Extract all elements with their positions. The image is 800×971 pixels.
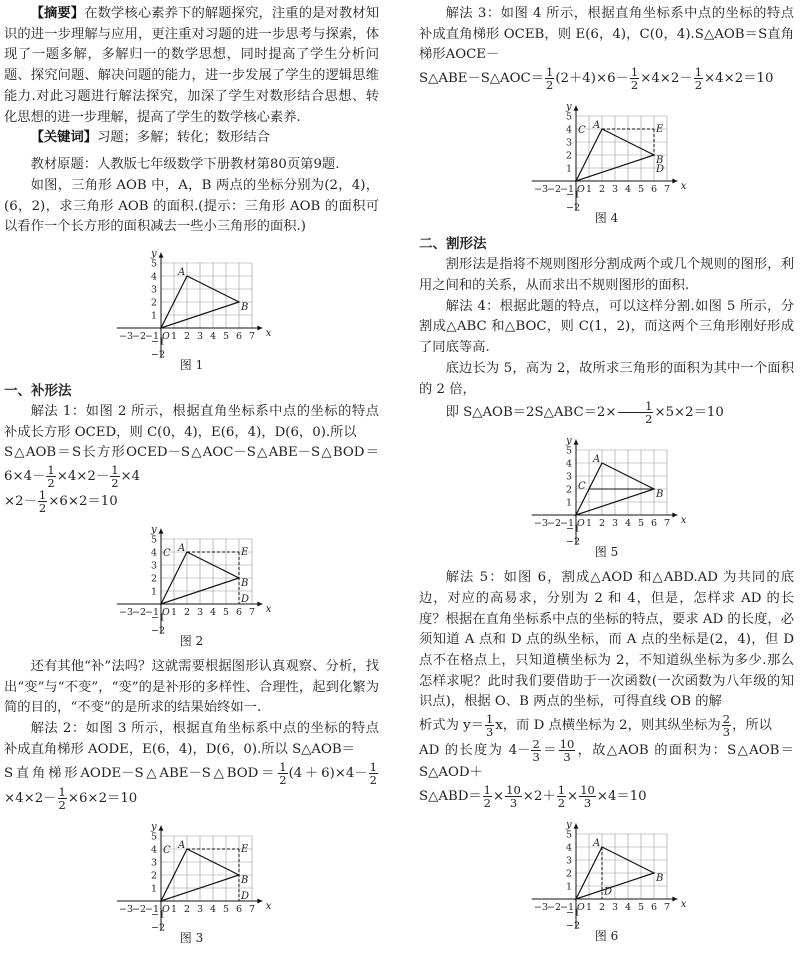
y-tick-label: −1 [150,336,165,348]
x-tick-label: 7 [663,902,670,914]
x-tick-label: −1 [144,607,159,619]
x-tick-label: −2 [546,518,561,530]
formula-part: x，而 D 点横坐标为 2，则其纵坐标为 [495,718,721,734]
x-tick-label: −1 [144,903,159,915]
point-a-label: A [177,267,185,279]
x-tick-label: 3 [196,607,203,619]
x-tick-label: −3 [533,902,548,914]
y-tick-label: 4 [150,844,157,856]
formula-part: S△ABE－S△AOC＝ [419,71,545,87]
formula-part: ×2－ [4,494,37,510]
y-tick-label: 1 [565,497,572,509]
figure-2-caption: 图 2 [179,634,204,649]
fraction-two-thirds: $\frac{2}{3}$ [532,737,540,765]
solution-5-line-d [419,784,794,809]
x-tick-label: 5 [222,903,229,915]
origin-label: O [576,518,585,530]
x-tick-label: 6 [235,607,242,619]
y-tick-label: 1 [150,310,157,322]
y-tick-label: 1 [150,883,157,895]
problem-statement: 如图，三角形 AOB 中，A，B 两点的坐标分别为(2，4)，(6，2)，求三角形 AOB 的面积.(提示：三角形 AOB 的面积可以看作一个长方形的面积减去一些小三角形的面积.) [4,177,379,235]
point-e-label: E [655,124,663,136]
x-tick-label: 6 [235,331,242,343]
x-tick-label: −3 [533,184,548,196]
x-tick-label: 5 [637,184,644,196]
y-tick-label: 1 [565,163,572,175]
y-tick-label: 1 [565,881,572,893]
x-axis-label: x [680,515,686,527]
point-c-label: C [577,481,586,493]
point-b-label: B [655,873,663,885]
origin-label: O [161,331,170,343]
solution-3-text: 解法 3：如图 4 所示，根据直角坐标系中点的坐标的特点补成直角梯形 OCEB，则 E(6，4)，C(0，4).S△AOB＝S直角梯形AOCE－ [419,6,794,63]
x-axis-label: x [680,181,686,193]
y-tick-label: 5 [150,831,157,843]
y-tick-label: 2 [150,573,157,585]
point-b-label: B [655,155,663,167]
formula-part: ×4＝10 [596,789,647,805]
point-c-label: C [162,548,171,560]
x-tick-label: −2 [131,331,146,343]
y-tick-label: 3 [565,137,572,149]
y-tick-label: 1 [150,586,157,598]
paragraph-division: 割形法是指将不规则图形分割成两个或几个规则的图形，利用之间和的关系，从而求出不规则图形的面积. [419,257,794,293]
x-axis-label: x [265,900,271,912]
problem-source: 教材原题：人教版七年级数学下册教材第80页第9题. [30,157,340,173]
formula-part: ，故△AOB 的面积为：S△AOB＝S△AOD＋ [419,743,794,781]
x-tick-label: 4 [624,184,631,196]
x-tick-label: 1 [170,331,177,343]
x-tick-label: 6 [650,902,657,914]
x-tick-label: 2 [183,607,190,619]
y-tick-label: 3 [150,857,157,869]
figure-3-caption: 图 3 [179,930,204,945]
point-b-label: B [240,874,248,886]
abstract [4,4,379,128]
x-tick-label: 5 [222,331,229,343]
fraction-half: $\frac{1}{2}$ [38,488,47,516]
fraction-half: $\frac{1}{2}$ [630,65,639,93]
x-tick-label: 4 [209,903,216,915]
point-e-label: E [240,547,248,559]
origin-label: O [161,903,170,915]
y-tick-label: −1 [565,523,580,535]
x-axis-arrow [257,602,262,607]
point-d-label: D [603,886,612,898]
x-tick-label: 7 [248,903,255,915]
point-b-label: B [240,578,248,590]
y-axis-arrow [158,253,163,258]
y-axis-label: y [150,248,157,260]
formula-part: ×6×2＝10 [67,790,138,806]
fraction-ten-thirds: $\frac{10}{3}$ [506,783,521,811]
origin-label: O [161,607,170,619]
x-tick-label: 7 [663,518,670,530]
x-tick-label: 3 [611,902,618,914]
point-c-label: C [162,844,171,856]
abstract-text: 在数学核心素养下的解题探究，注重的是对教材知识的进一步理解与应用，更注重对习题的进一步思考与探索，体现了一题多解，多解归一的数学思想，同时提高了学生分析问题、探究问题、解决问题的能力，进一步发展了学生的逻辑思维能力.对此习题进行解法探究，加深了学生对数形结合思想、转化思想的进一步理解，提高了学生的数学核心素养. [4,6,380,125]
formula-part: ×4×2－ [56,469,110,485]
solution-3-formula [419,66,794,91]
formula-part: (4＋6)×4－ [288,765,368,781]
point-b-label: B [240,302,248,314]
y-axis-label: y [150,524,157,536]
x-tick-label: 6 [650,518,657,530]
fraction-half: $\frac{1}{2}$ [546,65,554,93]
x-tick-label: 7 [663,184,670,196]
x-tick-label: 2 [598,518,605,530]
solution-5-text: 解法 5：如图 6，割成△AOD 和△ABD.AD 为共同的底边，对应的高易求，分别为 2 和 4，但是，怎样求 AD 的长度？根据在直角坐标系中点的坐标的特点，要求 AD 的长度，必须知道 A 点和 D 点的纵坐标，而 A 点的坐标是(2，4)，但 D 点不在格点上，只知道横坐标为 2，不知道纵坐标为多少.那么怎样求呢？此时我们要借助于一次函数(一次函数为八年级的知识点)，根据 O、B 两点的坐标，可得直线 OB 的解 [419,570,794,710]
x-axis-arrow [672,897,677,902]
x-tick-label: 2 [598,902,605,914]
formula-part: 析式为 y＝ [419,718,484,734]
y-axis-label: y [565,435,572,447]
y-tick-label: 2 [150,297,157,309]
y-tick-label: 3 [150,284,157,296]
formula-part: AD 的长度为 4－ [419,743,531,759]
x-tick-label: 4 [624,518,631,530]
paragraph-other-methods: 还有其他“补”法吗？这就需要根据图形认真观察、分析，找出“变”与“不变”，“变”的是补形的多样性、合理性，起到化繁为简的目的，“不变”的是所求的结果始终如一. [4,659,379,716]
y-tick-label: −1 [150,612,165,624]
x-tick-label: −3 [118,607,133,619]
x-tick-label: −1 [559,184,574,196]
solution-1-formula [4,443,379,514]
y-tick-label: −1 [150,909,165,921]
x-tick-label: 1 [585,518,592,530]
figure-4-caption: 图 4 [594,211,619,226]
point-a-label: A [592,120,600,132]
formula-part: 即 S△AOB＝2S△ABC＝2× [445,405,617,421]
keywords [4,128,379,149]
section-heading-division: 二、割形法 [419,236,487,253]
y-tick-label: −2 [565,920,580,932]
origin-label: O [576,184,585,196]
figure-6-caption: 图 6 [594,929,619,944]
fraction-ten-thirds: $\frac{10}{3}$ [580,783,595,811]
x-axis-arrow [257,326,262,331]
point-e-label: E [240,843,248,855]
y-tick-label: 5 [565,445,572,457]
figure-4 [522,97,692,214]
y-tick-label: −2 [150,349,165,361]
x-tick-label: 2 [183,331,190,343]
formula-part: ，所以 [732,718,772,734]
fraction-half: $\frac{1}{2}$ [369,759,377,787]
y-tick-label: 2 [150,870,157,882]
y-tick-label: 2 [565,150,572,162]
y-axis-arrow [158,529,163,534]
formula-part: ×4×2＝10 [704,71,774,87]
x-axis-label: x [265,328,271,340]
x-tick-label: 3 [611,184,618,196]
x-tick-label: 6 [235,903,242,915]
y-tick-label: −2 [150,922,165,934]
solution-4-text: 解法 4：根据此题的特点，可以这样分割.如图 5 所示，分割成△ABC 和△BOC，则 C(1，2)，而这两个三角形刚好形成了同底等高. [419,298,794,356]
x-tick-label: 6 [650,184,657,196]
formula-part: ×6×2＝10 [48,494,118,510]
y-tick-label: 3 [565,471,572,483]
figure-1 [107,244,277,361]
y-tick-label: 3 [565,855,572,867]
y-axis-arrow [158,826,163,831]
point-d-label: D [655,164,664,176]
fraction-ten-thirds: $\frac{10}{3}$ [559,737,575,765]
y-tick-label: 5 [150,258,157,270]
figure-2 [107,520,277,637]
formula-part: × [493,789,505,805]
formula-part: ×4×2－ [4,790,57,806]
x-tick-label: 4 [209,331,216,343]
solution-1-text: 解法 1：如图 2 所示，根据直角坐标系中点的坐标的特点补成长方形 OCED，则 C(0，4)，E(6，4)，D(6，0).所以 [4,403,379,440]
y-axis-arrow [573,824,578,829]
point-c-label: C [577,125,586,137]
point-a-label: A [592,838,600,850]
x-tick-label: −1 [144,331,159,343]
y-tick-label: −2 [150,625,165,637]
figure-6 [522,815,692,932]
y-axis-label: y [150,821,157,833]
x-tick-label: 2 [598,184,605,196]
point-d-label: D [240,594,249,606]
figure-5-caption: 图 5 [594,545,619,560]
x-tick-label: −1 [559,518,574,530]
y-tick-label: 3 [150,560,157,572]
y-tick-label: 5 [150,534,157,546]
fraction-half: $\frac{1}{2}$ [279,759,287,787]
figure-1-caption: 图 1 [179,358,204,373]
x-tick-label: 1 [585,902,592,914]
formula-part: S△AOB＝S长方形OCED－S△AOC－S△ABE－S△BOD＝6×4－ [4,445,379,485]
y-tick-label: 5 [565,829,572,841]
solution-2-formula [4,761,379,811]
left-column [4,4,379,954]
x-tick-label: 7 [248,607,255,619]
formula-part: ＝ [541,743,558,759]
section-heading-completion: 一、补形法 [4,382,72,399]
point-b-label: B [655,489,663,501]
y-axis-arrow [573,440,578,445]
figure-5 [522,431,692,548]
fraction-half: $\frac{1}{2}$ [58,784,66,812]
point-a-label: A [592,454,600,466]
fraction-half: $\frac{1}{2}$ [483,783,491,811]
y-tick-label: −2 [565,536,580,548]
figure-3 [107,817,277,934]
solution-4-formula [419,400,794,425]
y-tick-label: −1 [565,907,580,919]
fraction-half: $\frac{1}{2}$ [111,463,119,491]
x-tick-label: 3 [196,903,203,915]
point-a-label: A [177,543,185,555]
x-axis-arrow [257,898,262,903]
x-tick-label: −2 [546,902,561,914]
x-tick-label: 3 [196,331,203,343]
point-a-label: A [177,839,185,851]
formula-part: S△ABD＝ [419,789,482,805]
solution-2-text: 解法 2：如图 3 所示，根据直角坐标系中点的坐标的特点补成直角梯形 AODE，E(6，4)，D(6，0).所以 S△AOB＝ [4,721,379,757]
y-tick-label: 4 [565,124,572,136]
x-tick-label: 5 [637,518,644,530]
x-tick-label: −2 [131,607,146,619]
keywords-text: 习题；多解；转化；数形结合 [97,130,270,146]
y-tick-label: 5 [565,111,572,123]
x-tick-label: 4 [624,902,631,914]
x-axis-label: x [265,604,271,616]
x-tick-label: −3 [533,518,548,530]
formula-part: (2＋4)×6－ [555,71,629,87]
x-tick-label: −1 [559,902,574,914]
x-tick-label: −3 [118,331,133,343]
fraction-half: $\frac{1}{2}$ [694,65,703,93]
y-tick-label: 4 [150,547,157,559]
solution-5-line-b [419,713,794,738]
x-tick-label: 4 [209,607,216,619]
fraction-half: $\frac{1}{2}$ [618,400,654,425]
x-tick-label: −2 [131,903,146,915]
formula-part: × [567,789,579,805]
solution-5-line-c [419,738,794,784]
y-axis-label: y [565,819,572,831]
fraction-half: $\frac{1}{2}$ [47,463,55,491]
keywords-label: 【关键词】 [30,130,98,146]
x-axis-label: x [680,899,686,911]
y-tick-label: −1 [565,189,580,201]
y-tick-label: 4 [565,842,572,854]
x-tick-label: 5 [637,902,644,914]
formula-part: ×4×2－ [640,71,693,87]
x-tick-label: 1 [585,184,592,196]
fraction-two-thirds: $\frac{2}{3}$ [722,712,731,740]
solution-4-text-2: 底边长为 5，高为 2，故所求三角形的面积为其中一个面积的 2 倍， [419,360,794,397]
origin-label: O [576,902,585,914]
y-tick-label: 4 [565,458,572,470]
formula-part: ×5×2＝10 [654,405,724,421]
fraction-half: $\frac{1}{2}$ [557,783,566,811]
x-axis-arrow [672,179,677,184]
formula-part: S直角梯形AODE－S△ABE－S△BOD＝ [4,765,278,781]
x-tick-label: 1 [170,903,177,915]
y-tick-label: 4 [150,271,157,283]
x-tick-label: 5 [222,607,229,619]
x-tick-label: 2 [183,903,190,915]
y-axis-label: y [565,101,572,113]
x-tick-label: −3 [118,903,133,915]
y-tick-label: −2 [565,202,580,214]
y-tick-label: 2 [565,868,572,880]
y-axis-arrow [573,106,578,111]
x-axis-arrow [672,513,677,518]
formula-part: ×4 [120,469,141,485]
x-tick-label: 7 [248,331,255,343]
point-d-label: D [240,890,249,902]
formula-part: ×2＋ [522,789,556,805]
x-tick-label: 3 [611,518,618,530]
fraction-third: $\frac{1}{3}$ [485,712,494,740]
x-tick-label: 1 [170,607,177,619]
abstract-label: 【摘要】 [30,6,85,21]
right-column [419,4,794,952]
y-tick-label: 2 [565,484,572,496]
x-tick-label: −2 [546,184,561,196]
